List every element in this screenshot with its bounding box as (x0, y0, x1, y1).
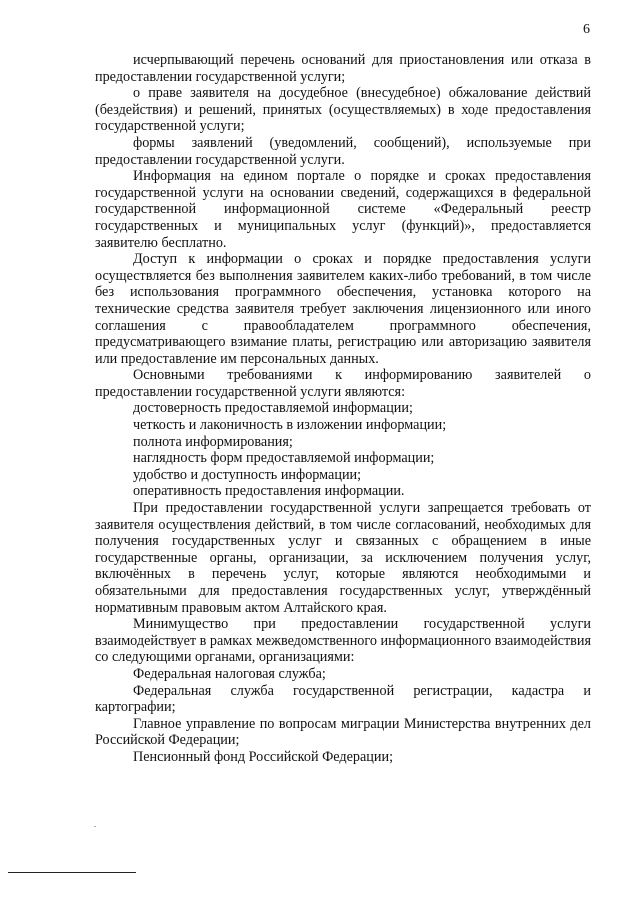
list-item: наглядность форм предоставляемой информации; (133, 450, 435, 467)
paragraph: формы заявлений (уведомлений, сообщений), используемые при предоставлении государственной услуги. (95, 134, 591, 168)
paragraph: о праве заявителя на досудебное (внесудебное) обжалование действий (бездействия) и решений, принятых (осуществляемых) в ходе предоставления государственной услуги; (95, 85, 591, 135)
paragraph: Основными требованиями к информированию заявителей о предоставлении государственной услуги являются: (95, 367, 591, 400)
list-item: удобство и доступность информации; (133, 466, 362, 483)
paragraph: Доступ к информации о сроках и порядке предоставления услуги осуществляется без выполнения заявителем каких-либо требований, в том числе без использования программного обеспечения, установка которого на технические средства заявителя требует заключения лицензионного или иного соглашения с правообладателем программного обеспечения, предусматривающего взимание платы, регистрацию или авторизацию заявителя или предоставление им персональных данных. (95, 251, 591, 367)
paragraph: Информация на едином портале о порядке и сроках предоставления государственной услуги на основании сведений, содержащихся в федеральной государственной информационной системе «Федеральный реестр государственных и муниципальных услуг (функций)», предоставляется заявителю бесплатно. (95, 168, 591, 251)
footer-rule (8, 872, 136, 873)
list-item: Федеральная служба государственной регистрации, кадастра и картографии; (95, 682, 591, 716)
list-item: четкость и лаконичность в изложении информации; (133, 417, 447, 434)
paragraph: При предоставлении государственной услуги запрещается требовать от заявителя осуществления действий, в том числе согласований, необходимых для получения государственных услуг и связанных с обращением в иные государственные органы, организации, за исключением получения услуг, включённых в перечень услуг, которые являются необходимыми и обязательными для предоставления государственных услуг, утверждённый нормативным правовым актом Алтайского края. (95, 500, 591, 616)
list-item: Главное управление по вопросам миграции Министерства внутренних дел Российской Федерации; (95, 715, 591, 749)
list-item: достоверность предоставляемой информации; (133, 400, 413, 417)
paragraph: Минимущество при предоставлении государственной услуги взаимодействует в рамках межведомственного информационного взаимодействия со следующими органами, организациями: (95, 616, 591, 666)
list-item: полнота информирования; (133, 433, 293, 450)
document-body (95, 52, 591, 766)
list-item: оперативность предоставления информации. (133, 483, 405, 500)
scan-speck (94, 826, 96, 827)
paragraph: исчерпывающий перечень оснований для приостановления или отказа в предоставлении государственной услуги; (95, 52, 591, 85)
list-item: Пенсионный фонд Российской Федерации; (133, 748, 394, 765)
page-number: 6 (583, 22, 590, 37)
list-item: Федеральная налоговая служба; (133, 665, 326, 682)
